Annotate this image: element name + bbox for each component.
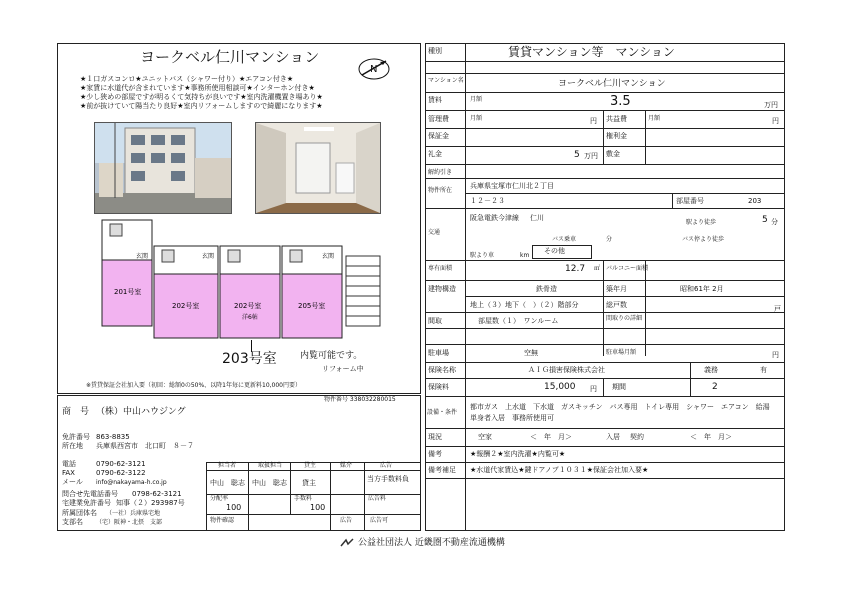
label-ins-fee: 保険料 [428,383,449,391]
rent-sub: 月額 [470,96,483,103]
walk-value: 5 [762,215,768,225]
contact-tel-label: 問合せ先電話番号 [62,490,118,498]
facilities-value: 都市ガス 上水道 下水道 ガスキッチン バス専用 トイレ専用 シャワー エアコン 給湯 単身者入居 事務所使用可 [470,403,777,422]
room-label-201: 201号室 [114,288,142,296]
assoc-value: （一社）兵庫県宅地 [106,510,161,517]
label-key: 礼金 [428,150,442,158]
remarks-value: ★報酬２★室内洗濯★内覧可★ [470,450,566,458]
address-label: 所在地 [62,442,83,450]
parking-value: 空無 [524,349,538,357]
ratio-label-2: 手数料 [294,495,313,502]
area-unit: ㎡ [594,265,601,272]
tel-label: 電話 [62,460,76,468]
label-layout: 間取 [428,317,442,325]
label-rights: 権利金 [606,132,627,140]
address-line-2: １２－２３ [470,197,505,205]
label-rent: 賃料 [428,96,442,104]
other-label: その他 [544,247,565,255]
company-label: 商 号 [62,407,90,417]
property-title: ヨークベル仁川マンション [140,48,320,66]
footer-association: 公益社団法人 近畿圏不動産流通機構 [358,538,505,548]
ratio-value-1: 100 [226,503,242,512]
ratio-value-2: 100 [310,503,326,512]
rent-unit: 万円 [764,101,778,109]
room-label-202a: 202号室 [172,302,200,310]
car-label: 駅より車 [470,252,495,259]
association-logo-icon [340,538,354,548]
label-name: マンション名 [428,77,464,84]
layout-value: 部屋数（１） ワンルーム [478,317,559,325]
label-facilities: 設備・条件 [427,409,458,416]
mgmt-monthly: 月額 [470,115,483,122]
ins-fee-value: 15,000 [544,382,576,392]
room-number: 203 [748,197,762,205]
fax-label: FAX [62,469,75,477]
entrance-label-1: 玄関 [136,253,149,260]
label-cancel: 解約引き [428,169,453,176]
label-area: 専有面積 [428,265,453,272]
floors-value: 地上（３）地下（ ）（２）階部分 [470,301,579,309]
hdr-ad: 広告 [380,462,393,469]
required-value: 有 [760,366,767,374]
ratio-label-3: 広告料 [368,495,387,502]
feature-line-2: ★家賃に水道代が含まれています★事務所使用相談可★インターホン付き★ [80,84,315,92]
line-name: 阪急電鉄今津線 [470,214,519,222]
label-common: 共益費 [606,115,627,123]
address-value: 兵庫県西宮市 北口町 ８－７ [96,442,194,450]
label-units: 総戸数 [606,301,627,309]
ad-ok: 広告可 [370,517,389,524]
room-label-203: 202号室 [234,302,262,310]
area-value: 12.7 [565,264,586,274]
exterior-photo [94,122,232,214]
assoc-label: 所属団体名 [62,509,97,517]
label-built: 築年月 [606,285,627,293]
person-3: 貸主 [302,479,316,487]
property-kind: 賃貸マンション等 マンション [508,45,675,59]
address-line-1: 兵庫県宝塚市仁川北２丁目 [470,182,554,190]
license-label: 免許番号 [62,433,90,441]
interior-photo [255,122,381,214]
insurance-value: ＡＩＧ損害保険株式会社 [528,366,605,374]
agent-grid [206,462,421,531]
move-label: 入居 [606,433,620,441]
contact-tel-value: 0798-62-3121 [132,490,182,498]
contract-date: ＜ 年 月＞ [690,433,732,441]
bus-min: 分 [606,236,613,243]
hdr-person: 担当者 [218,462,237,469]
reg-label: 宅建業免許番号 [62,499,111,507]
consent-text: 当方手数料負 [367,475,409,483]
feature-line-1: ★１口ガスコンロ★ユニットバス（シャワー付り）★エアコン付き★ [80,75,294,83]
room-label-205: 205号室 [298,302,326,310]
label-notes: 備考補足 [428,466,456,474]
mail-label: メール [62,478,83,486]
ratio-label-1: 分配率 [210,495,229,502]
ad-label: 広告 [340,517,353,524]
label-deposit: 保証金 [428,132,449,140]
person-1: 中山 聡志 [210,479,245,487]
target-room: 203号室 [222,351,277,367]
confirm-label: 物件確認 [210,517,235,524]
ins-period-value: 2 [712,382,718,392]
viewing-status: 内覧可能です。 [300,351,363,361]
walk-label: 駅より徒歩 [686,219,717,226]
key-unit: 万円 [584,152,598,160]
units-unit: 戸 [774,305,781,313]
label-mgmt: 管理費 [428,115,449,123]
feature-line-3: ★少し狭めの部屋ですが明るくて気持ちが良いです★室内洗濯機置き場あり★ [80,93,323,101]
bus-label: バス乗車 [552,236,577,243]
station-name: 仁川 [530,214,544,222]
common-yen: 円 [772,117,779,125]
branch-value: （宅）阪神・北摂 支部 [96,519,163,526]
label-remarks: 備考 [428,450,442,458]
mail-value[interactable]: info@nakayama-h.co.jp [96,479,167,486]
car-unit: km [520,252,530,259]
label-roomno: 部屋番号 [676,197,704,205]
feature-line-4: ★前が抜けていて陽当たり良好★室内リフォームしますので綺麗になります★ [80,102,323,110]
compass-icon [356,55,392,81]
reform-status: リフォーム中 [322,365,364,373]
bus-walk-label: バス停より徒歩 [682,236,725,243]
label-structure: 建物構造 [428,285,456,293]
entrance-label-3: 玄関 [322,253,335,260]
label-balcony: バルコニー面積 [606,265,649,272]
common-monthly: 月額 [648,115,661,122]
branch-label: 支部名 [62,518,83,526]
structure-value: 鉄骨造 [536,285,557,293]
person-2: 中山 聡志 [252,479,287,487]
compass-north-label: N [370,64,378,75]
notes-value: ★水道代家賃込★鍵ドアノブ１０３１★保証会社加入要★ [470,466,649,474]
move-date: ＜ 年 月＞ [530,433,572,441]
hdr-owner: 貸主 [304,462,317,469]
walk-unit: 分 [771,218,778,226]
building-name: ヨークベル仁川マンション [558,79,666,89]
room-note: 洋6帖 [242,314,258,321]
label-shiki: 敷金 [606,150,620,158]
key-value: 5 [574,150,580,160]
contract-label: 契約 [630,433,644,441]
label-ins-period: 期間 [612,383,626,391]
label-insurance: 保険名称 [428,366,456,374]
label-required: 義務 [704,366,718,374]
hdr-handling: 取扱担当 [258,462,283,469]
guarantor-footnote: ※賃貸保証会社加入要（初回：総額0の50%、以降1年毎に更新料10,000円要） [86,382,301,389]
mgmt-yen: 円 [590,117,597,125]
ins-fee-yen: 円 [590,385,597,393]
layout-detail: 間取りの詳細 [606,315,643,322]
built-value: 昭和61年 2月 [680,285,724,293]
fax-value: 0790-62-3122 [96,469,146,477]
company-name: （株）中山ハウジング [96,407,186,417]
rent-value: 3.5 [610,94,631,109]
label-current: 現況 [428,433,442,441]
hdr-broker: 媒介 [340,462,353,469]
entrance-label-2: 玄関 [202,253,215,260]
parking-yen: 円 [772,351,779,359]
license-value: 863-8835 [96,433,130,441]
doc-number: 物件番号 338032280015 [324,396,396,403]
label-parking: 駐車場 [428,349,449,357]
label-addr: 物件所在 [428,187,453,194]
parking-fee-label: 駐車場月額 [606,349,637,356]
label-transport: 交通 [428,229,441,236]
label-kind: 種別 [428,47,442,55]
tel-value: 0790-62-3121 [96,460,146,468]
reg-value: 知事（２）293987号 [116,499,185,507]
current-value: 空家 [478,433,492,441]
floor-plan [92,216,384,340]
